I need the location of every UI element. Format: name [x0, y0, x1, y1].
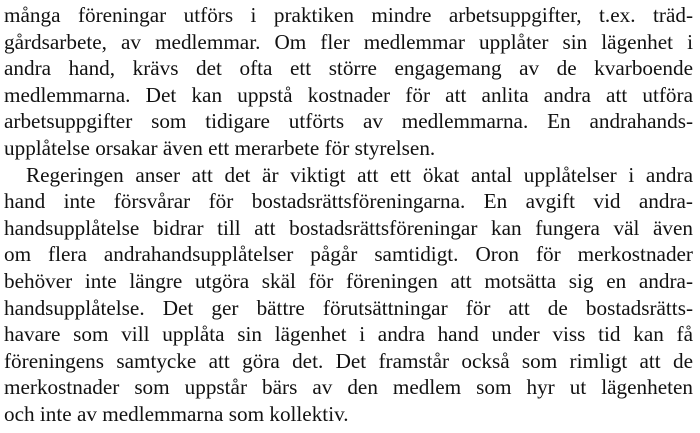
paragraph-2	[4, 162, 693, 428]
text-line: behöver inte längre utgöra skäl för föreningen att motsätta sig en andra-	[4, 268, 693, 293]
text-line: och inte av medlemmarna som kollektiv.	[4, 401, 349, 426]
text-line: havare som vill upplåta sin lägenhet i andra hand under viss tid kan få	[4, 322, 693, 347]
document-page	[4, 2, 693, 428]
text-line: föreningens samtycke att göra det. Det framstår också som rimligt att de	[4, 348, 693, 373]
text-line: handsupplåtelse bidrar till att bostadsrättsföreningar kan fungera väl även	[4, 215, 693, 240]
text-line: merkostnader som uppstår bärs av den medlem som hyr ut lägenheten	[4, 375, 693, 400]
text-line: många föreningar utförs i praktiken mindre arbetsuppgifter, t.ex. träd-	[4, 3, 693, 27]
text-line: om flera andrahandsupplåtelser pågår samtidigt. Oron för merkostnader	[4, 242, 693, 267]
text-line: andra hand, krävs det ofta ett större engagemang av de kvarboende	[4, 56, 693, 81]
text-line: medlemmarna. Det kan uppstå kostnader för att anlita andra att utföra	[4, 82, 693, 107]
text-line: Regeringen anser att det är viktigt att ett ökat antal upplåtelser i andra	[26, 162, 693, 187]
text-line: gårdsarbete, av medlemmar. Om fler medlemmar upplåter sin lägenhet i	[4, 29, 693, 54]
text-line: arbetsuppgifter som tidigare utförts av medlemmarna. En andrahands-	[4, 109, 693, 134]
text-line: upplåtelse orsakar även ett merarbete för styrelsen.	[4, 135, 436, 160]
paragraph-1	[4, 2, 693, 162]
text-line: hand inte försvårar för bostadsrättsföreningarna. En avgift vid andra-	[4, 189, 693, 214]
text-line: handsupplåtelse. Det ger bättre förutsättningar för att de bostadsrätts-	[4, 295, 693, 320]
